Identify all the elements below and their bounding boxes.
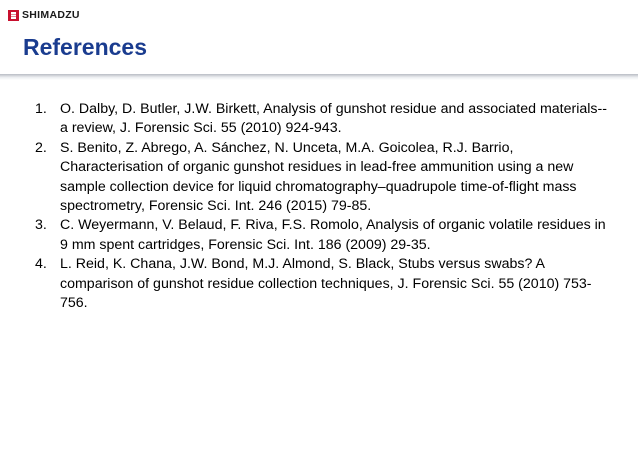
reference-number: 1. bbox=[35, 101, 47, 117]
reference-number: 4. bbox=[35, 256, 47, 273]
title-divider bbox=[0, 74, 638, 80]
reference-item bbox=[35, 100, 607, 139]
brand-name: SHIMADZU bbox=[22, 8, 80, 21]
reference-text: C. Weyermann, V. Belaud, F. Riva, F.S. Romolo, Analysis of organic volatile residues in 9 mm spent cartridges, Forensic Sci. Int. 186 (2009) 29-35. bbox=[60, 217, 606, 253]
reference-item bbox=[35, 216, 607, 255]
reference-item bbox=[35, 139, 607, 217]
reference-list bbox=[35, 100, 607, 313]
reference-number: 3. bbox=[35, 217, 47, 234]
reference-text: O. Dalby, D. Butler, J.W. Birkett, Analysis of gunshot residue and associated materials--a review, J. Forensic Sci. 55 (2010) 924-943. bbox=[60, 101, 607, 137]
reference-text: L. Reid, K. Chana, J.W. Bond, M.J. Almond, S. Black, Stubs versus swabs? A comparison of gunshot residue collection techniques, J. Forensic Sci. 55 (2010) 753-756. bbox=[60, 256, 592, 312]
reference-text: S. Benito, Z. Abrego, A. Sánchez, N. Unceta, M.A. Goicolea, R.J. Barrio, Characterisation of organic gunshot residues in lead-free ammunition using a new sample collection device for liquid chromatography–quadrupole time-of-flight mass spectrometry, Forensic Sci. Int. 246 (2015) 79-85. bbox=[60, 139, 577, 215]
reference-number: 2. bbox=[35, 139, 47, 156]
shimadzu-logo bbox=[8, 8, 80, 22]
shimadzu-logo-icon bbox=[8, 10, 19, 21]
page-title: References bbox=[23, 34, 148, 60]
reference-item bbox=[35, 255, 607, 313]
